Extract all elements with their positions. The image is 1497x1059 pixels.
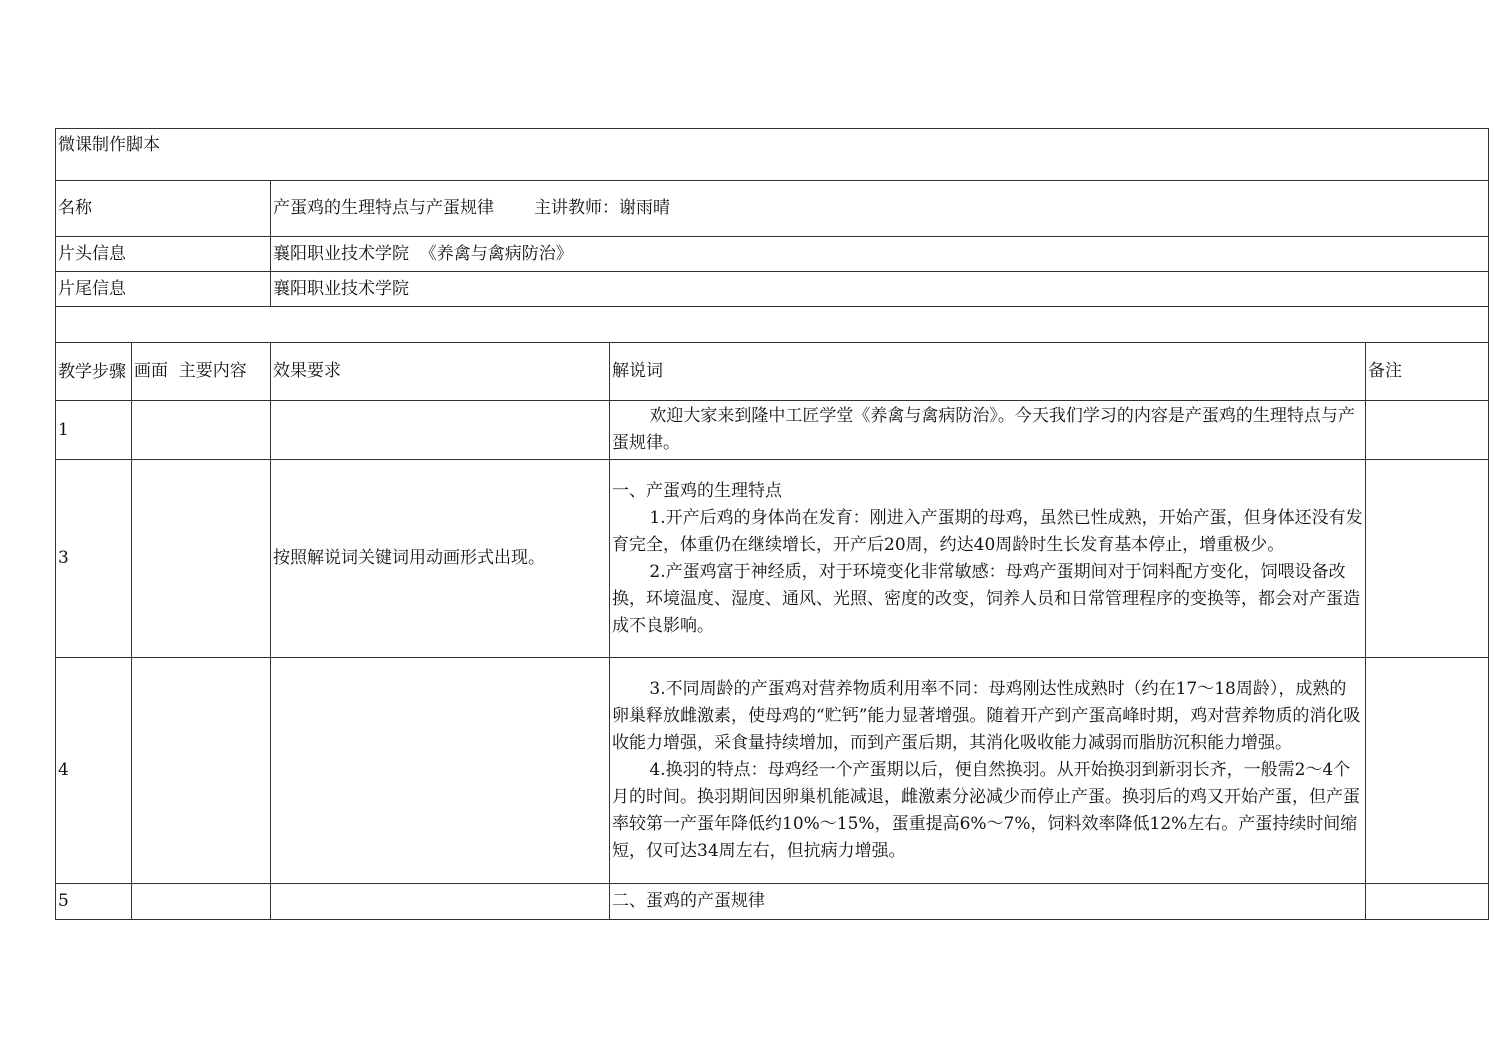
course-name: 产蛋鸡的生理特点与产蛋规律 <box>273 198 494 218</box>
col-narration-header: 解说词 <box>610 343 1366 401</box>
head-info-value: 襄阳职业技术学院 《养禽与禽病防治》 <box>271 237 1489 272</box>
title-row <box>56 129 1489 181</box>
table-row <box>56 658 1489 884</box>
narration-paragraph: 2.产蛋鸡富于神经质，对于环境变化非常敏感：母鸡产蛋期间对于饲料配方变化，饲喂设备改换，环境温度、湿度、通风、光照、密度的改变，饲养人员和日常管理程序的变换等，都会对产蛋造成不良影响。 <box>612 561 1360 636</box>
spacer-row <box>56 307 1489 343</box>
narration-cell <box>610 658 1366 884</box>
column-header-row <box>56 343 1489 401</box>
teacher-name: 主讲教师：谢雨晴 <box>534 198 670 218</box>
step-cell: 5 <box>56 884 132 920</box>
script-table <box>55 128 1489 920</box>
table-row <box>56 884 1489 920</box>
col-effect-header: 效果要求 <box>271 343 610 401</box>
name-cell <box>271 181 1489 237</box>
tail-info-row <box>56 272 1489 307</box>
narration-cell <box>610 401 1366 460</box>
narration-paragraph: 3.不同周龄的产蛋鸡对营养物质利用率不同：母鸡刚达性成熟时（约在17～18周龄），成熟的卵巢释放雌激素，使母鸡的“贮钙”能力显著增强。随着开产到产蛋高峰时期，鸡对营养物质的消化吸收能力增强，采食量持续增加，而到产蛋后期，其消化吸收能力减弱而脂肪沉积能力增强。 <box>612 679 1361 753</box>
name-row <box>56 181 1489 237</box>
effect-cell <box>271 884 610 920</box>
col-note-header: 备注 <box>1366 343 1489 401</box>
head-info-row <box>56 237 1489 272</box>
effect-cell: 按照解说词关键词用动画形式出现。 <box>271 460 610 658</box>
narration-heading: 一、产蛋鸡的生理特点 <box>612 480 782 501</box>
tail-info-value: 襄阳职业技术学院 <box>271 272 1489 307</box>
effect-cell <box>271 401 610 460</box>
name-label: 名称 <box>56 181 271 237</box>
step-cell: 4 <box>56 658 132 884</box>
head-info-label: 片头信息 <box>56 237 271 272</box>
narration-cell <box>610 460 1366 658</box>
doc-title: 微课制作脚本 <box>58 135 160 155</box>
step-cell: 1 <box>56 401 132 460</box>
script-document <box>55 128 1443 920</box>
effect-cell <box>271 658 610 884</box>
col-screen-header: 画面 主要内容 <box>132 343 271 401</box>
narration-paragraph: 4.换羽的特点：母鸡经一个产蛋期以后，便自然换羽。从开始换羽到新羽长齐，一般需2～4个月的时间。换羽期间因卵巢机能减退，雌激素分泌减少而停止产蛋。换羽后的鸡又开始产蛋，但产蛋率较第一产蛋年降低约10%～15%，蛋重提高6%～7%，饲料效率降低12%左右。产蛋持续时间缩短，仅可达34周左右，但抗病力增强。 <box>612 760 1360 861</box>
col-step-header: 教学步骤 <box>56 343 132 401</box>
narration-heading: 二、蛋鸡的产蛋规律 <box>612 891 765 911</box>
narration-paragraph: 欢迎大家来到隆中工匠学堂《养禽与禽病防治》。今天我们学习的内容是产蛋鸡的生理特点与产蛋规律。 <box>612 406 1355 453</box>
narration-paragraph: 1.开产后鸡的身体尚在发育：刚进入产蛋期的母鸡，虽然已性成熟，开始产蛋，但身体还没有发育完全，体重仍在继续增长，开产后20周，约达40周龄时生长发育基本停止，增重极少。 <box>612 507 1363 555</box>
step-cell: 3 <box>56 460 132 658</box>
narration-cell <box>610 884 1366 920</box>
table-row <box>56 460 1489 658</box>
table-row <box>56 401 1489 460</box>
tail-info-label: 片尾信息 <box>56 272 271 307</box>
